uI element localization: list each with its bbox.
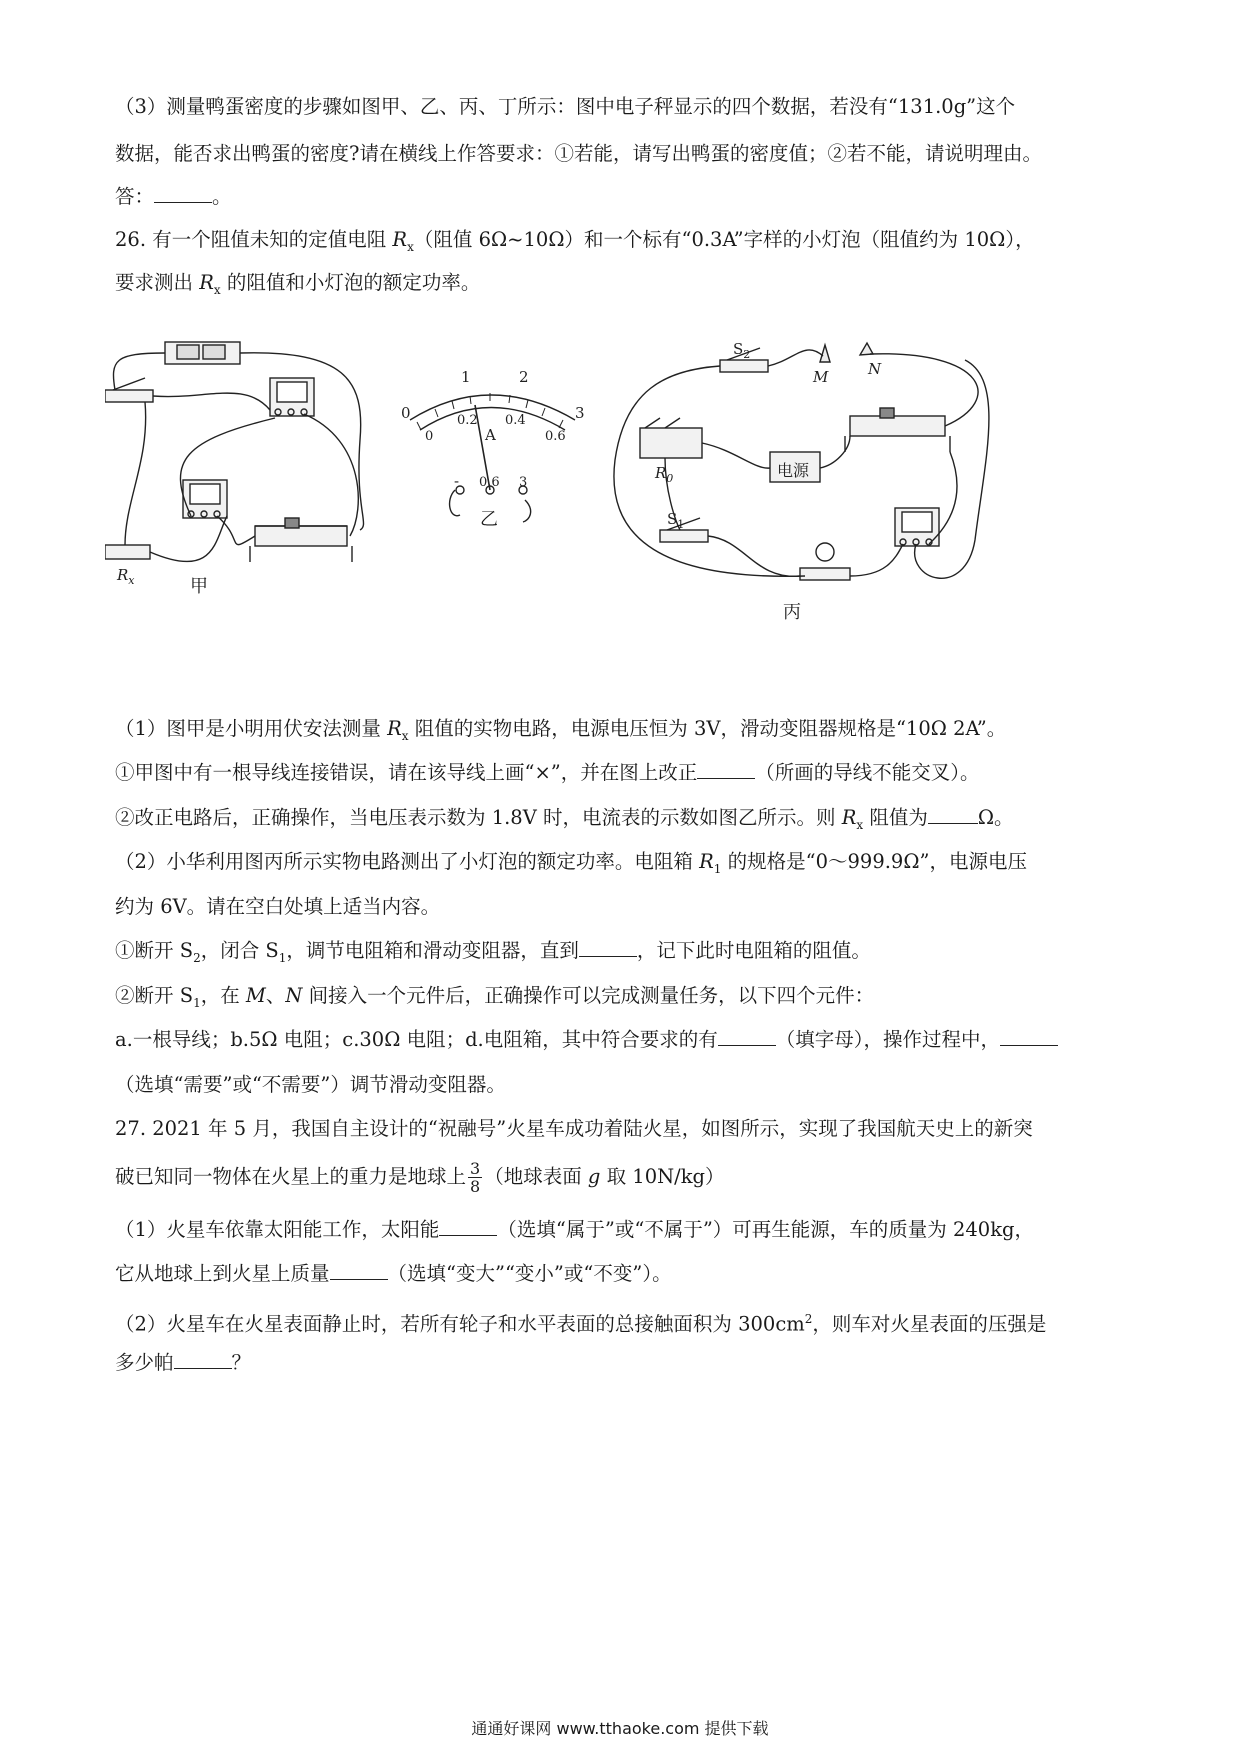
answer-blank[interactable] [718,1027,776,1046]
q26-part2-last: （选填“需要”或“不需要”）调节滑动变阻器。 [115,1073,506,1096]
answer-blank[interactable] [439,1217,497,1236]
answer-blank[interactable] [1000,1027,1058,1046]
label-m: M [813,368,829,386]
dial-1: 1 [461,368,471,386]
label-s1: $S_1$ [667,510,685,531]
dial-02: 0.2 [457,413,478,428]
q27-part1-line2: 它从地球上到火星上质量 （选填“变大”“变小”或“不变”）。 [115,1262,672,1285]
answer-blank[interactable] [697,760,755,779]
answer-blank[interactable] [174,1350,232,1369]
label-power-supply: 电源 [777,461,810,480]
terminal-3: 3 [519,475,528,490]
q26-part1-i: ①甲图中有一根导线连接错误，请在该导线上画“×”，并在图上改正 （所画的导线不能交叉）。 [115,761,980,784]
q27-part2: （2）火星车在火星表面静止时，若所有轮子和水平表面的总接触面积为 $300cm^2$，则车对火星表面的压强是 [115,1312,1047,1336]
fraction-3-8: $\frac{3}{8}$ [470,1159,481,1196]
circuit-diagrams [105,340,1135,690]
q26-part2: （2）小华利用图丙所示实物电路测出了小灯泡的额定功率。电阻箱 $R_1$ 的规格是“0～999.9Ω”，电源电压 [115,850,1027,876]
answer-blank[interactable] [928,805,978,824]
figure-label-jia: 甲 [190,576,208,597]
label-r0: $R_0$ [655,464,674,485]
dial-06: 0.6 [545,429,566,444]
q26-part1: （1）图甲是小明用伏安法测量 $R_x$ 阻值的实物电路，电源电压恒为 3V，滑动变阻器规格是“10Ω 2A”。 [115,717,1007,743]
q25-part3-line1: （3）测量鸭蛋密度的步骤如图甲、乙、丙、丁所示：图中电子秤显示的四个数据，若没有“131.0g”这个 [115,95,1016,118]
figure-label-yi: 乙 [480,509,498,530]
q25-part3-answer: 答： 。 [115,185,232,208]
q27-part2-line2: 多少帕 ？ [115,1351,252,1374]
q26-part2-ii: ②断开 $S_1$，在 M、N 间接入一个元件后，正确操作可以完成测量任务，以下四个元件： [115,984,875,1010]
q27-part1: （1）火星车依靠太阳能工作，太阳能 （选填“属于”或“不属于”）可再生能源，车的质量为 240kg， [115,1218,1035,1241]
label-n: N [868,360,882,378]
label-rx: $R_x$ [117,566,135,587]
figure-jia-circuit [105,342,364,562]
q26-part2-options: a.一根导线；b.5Ω 电阻；c.30Ω 电阻；d.电阻箱，其中符合要求的有 （填字母），操作过程中， [115,1025,1058,1055]
figure-label-bing: 丙 [783,602,801,623]
q26-stem-line1: 26. 有一个阻值未知的定值电阻 $R_x$（阻值 6Ω~10Ω）和一个标有“0.3A”字样的小灯泡（阻值约为 10Ω）， [115,228,1035,254]
q27-stem-line2: 破已知同一物体在火星上的重力是地球上 $\frac{3}{8}$ （地球表面 g 取 10N/kg） [115,1159,725,1196]
answer-blank[interactable] [579,938,637,957]
q26-part2-line2: 约为 6V。请在空白处填上适当内容。 [115,895,441,918]
dial-0-bottom: 0 [425,429,434,444]
figure-yi-ammeter-dial [410,393,575,522]
q26-part2-i: ①断开 $S_2$，闭合 $S_1$，调节电阻箱和滑动变阻器，直到 ，记下此时电阻箱的阻值。 [115,939,871,965]
q26-stem-line2: 要求测出 $R_x$ 的阻值和小灯泡的额定功率。 [115,271,481,297]
terminal-06: 0.6 [479,475,500,490]
dial-04: 0.4 [505,413,526,428]
terminal-minus: - [454,472,460,490]
dial-unit-a: A [485,426,496,444]
q26-part1-ii: ②改正电路后，正确操作，当电压表示数为 1.8V 时，电流表的示数如图乙所示。则 $R_x$ 阻值为 Ω。 [115,806,1014,832]
dial-0-top: 0 [401,404,411,422]
dial-2: 2 [519,368,529,386]
label-s2: $S_2$ [733,340,751,361]
answer-blank[interactable] [330,1261,388,1280]
page-footer: 通通好课网 www.tthaoke.com 提供下载 [471,1719,769,1738]
answer-blank[interactable] [154,184,212,203]
circuit-figures [105,340,1135,690]
dial-3: 3 [575,404,585,422]
q27-stem-line1: 27. 2021 年 5 月，我国自主设计的“祝融号”火星车成功着陆火星，如图所示，实现了我国航天史上的新突 [115,1117,1033,1140]
q25-part3-line2: 数据，能否求出鸭蛋的密度?请在横线上作答要求：①若能，请写出鸭蛋的密度值；②若不能，请说明理由。 [115,142,1042,165]
